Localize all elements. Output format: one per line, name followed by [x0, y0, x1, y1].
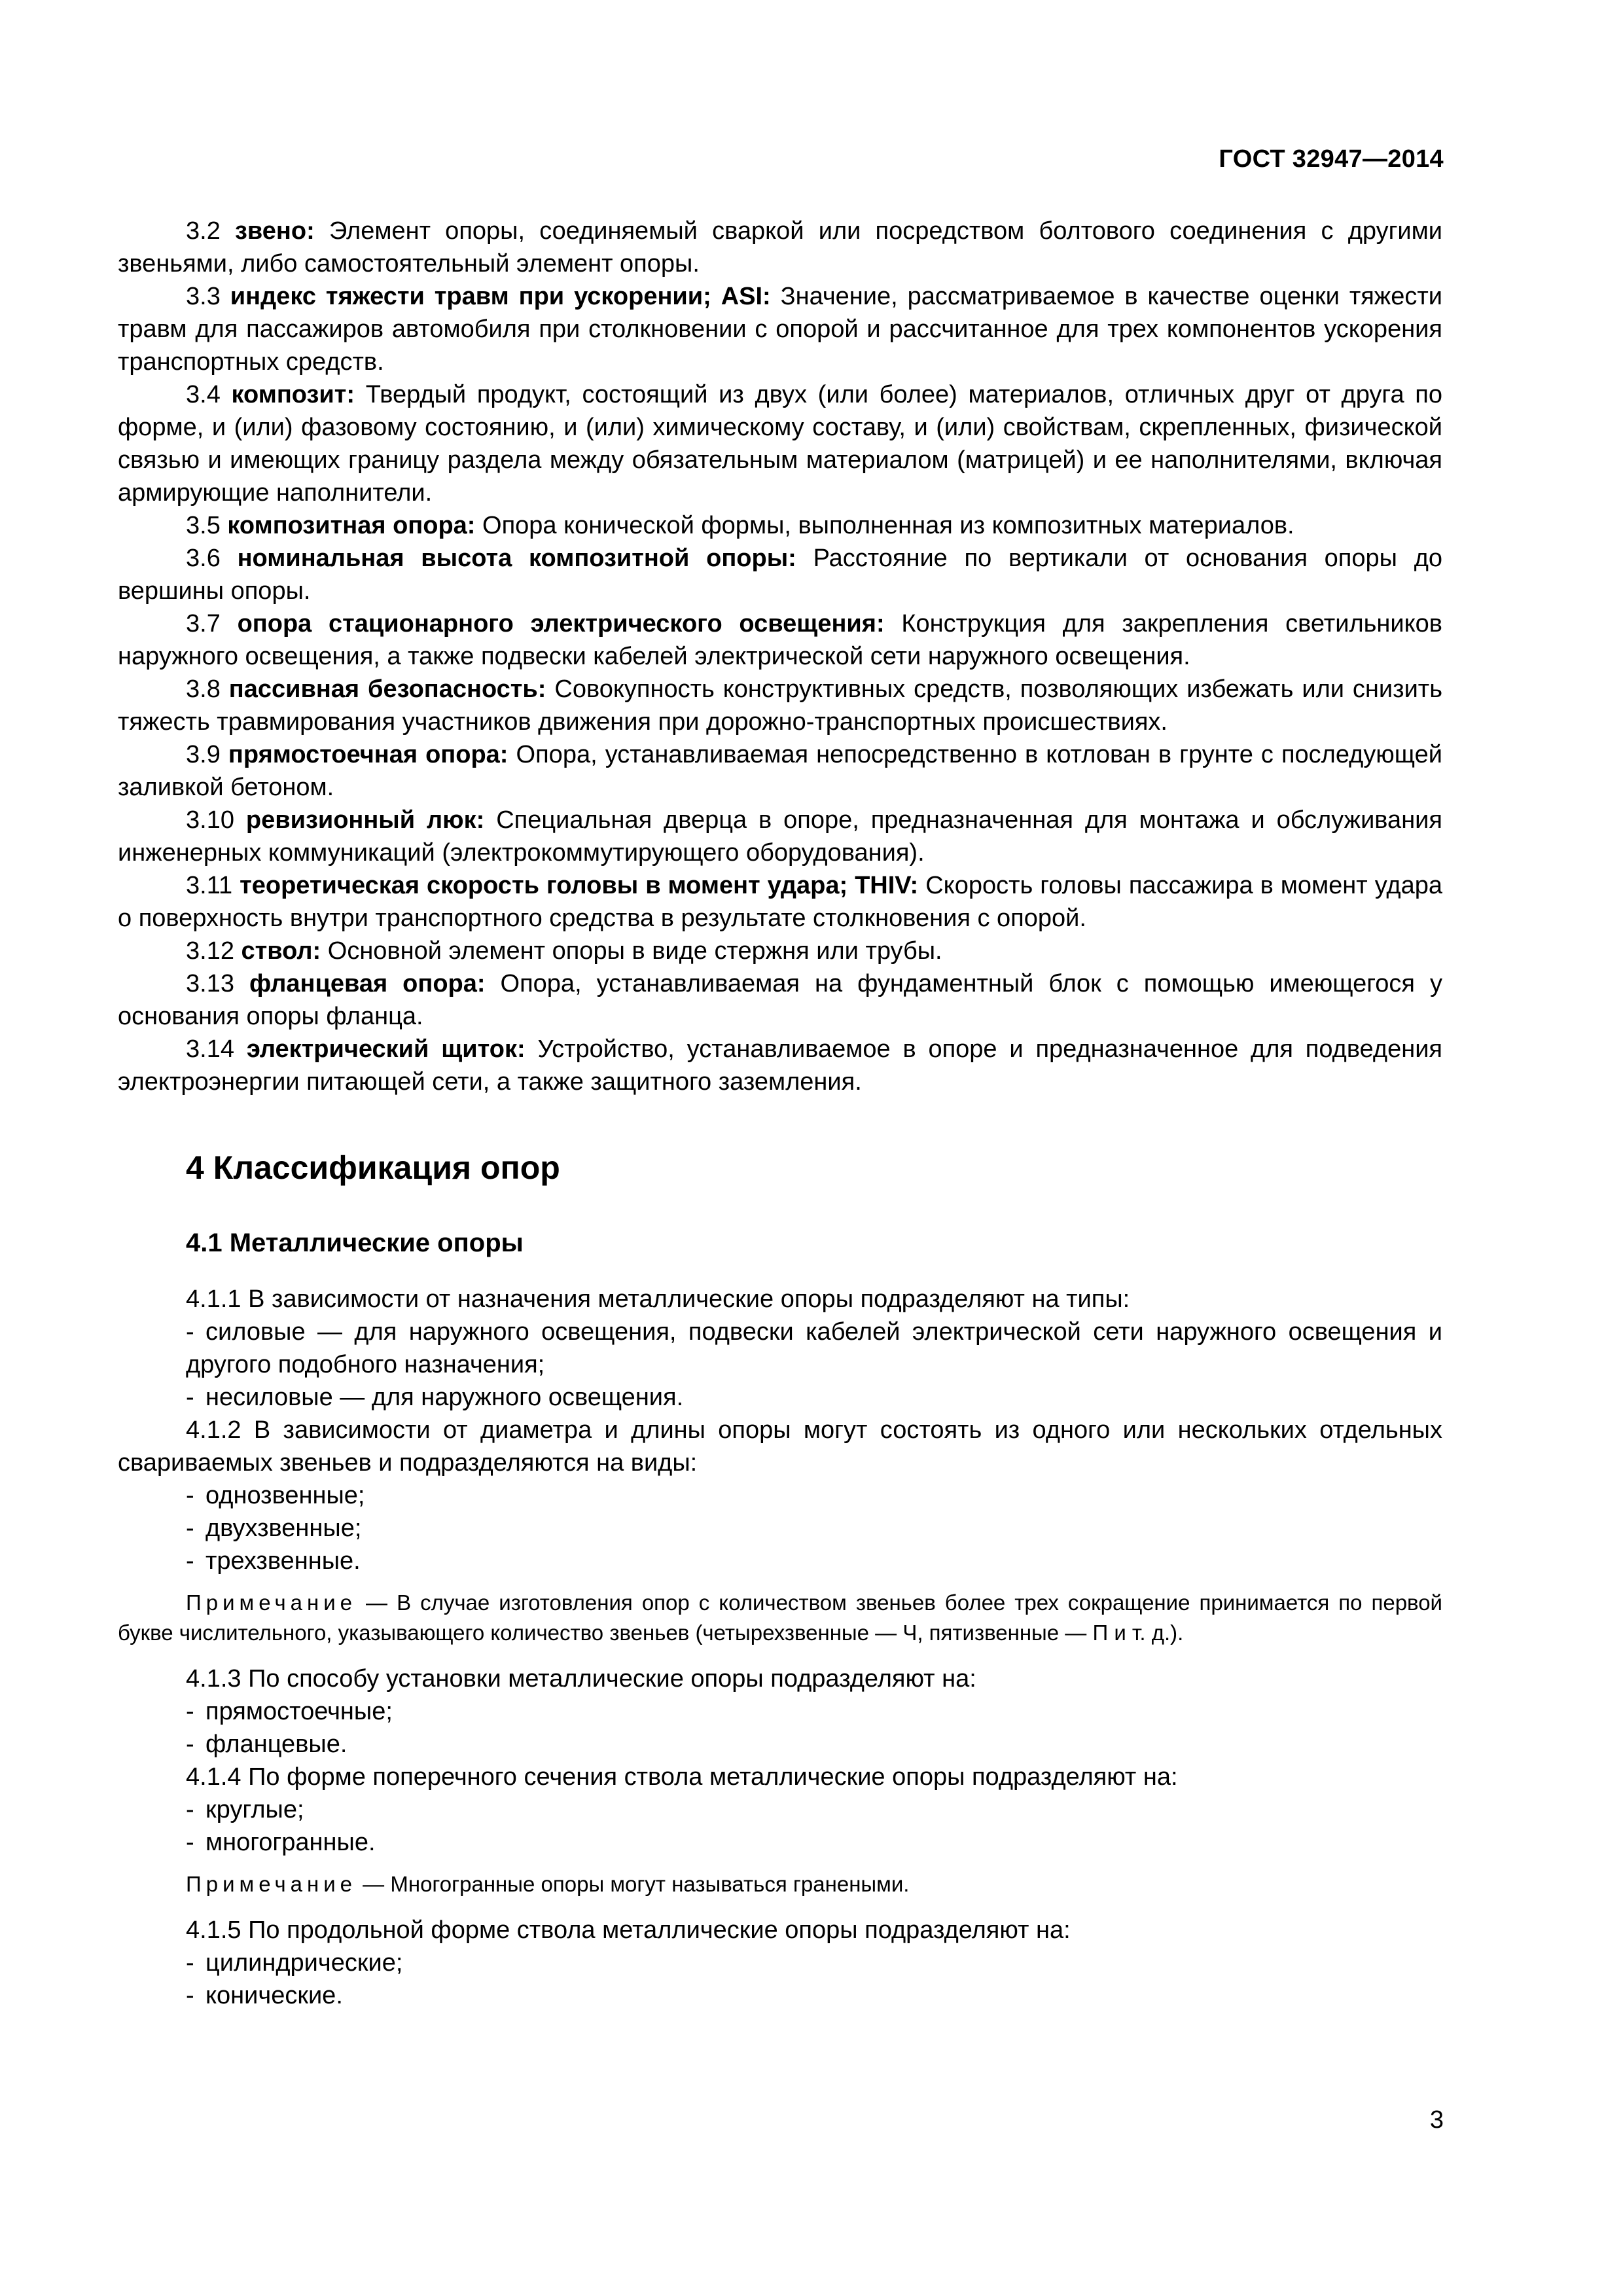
clause-4-1-3: 4.1.3 По способу установки металлические опоры подразделяют на: — [186, 1665, 976, 1693]
list-item-text: многогранные. — [205, 1829, 376, 1856]
definition-term: пассивная безопасность: — [228, 675, 546, 703]
cross-section-list — [118, 1793, 1442, 1859]
clause-4-1-4: 4.1.4 По форме поперечного сечения ствола металлические опоры подразделяют на: — [186, 1763, 1178, 1791]
list-item-text: круглые; — [205, 1796, 304, 1823]
definition-text: Твердый продукт, состоящий из двух (или более) материалов, отличных друг от друга по форме, и (или) фазовому состоянию, и (или) химическому составу, и (или) свойствам, скрепленных, физической связью и имеющих границу раздела между обязательным материалом (матрицей) и ее наполнителями, включая армирующие наполнители. — [118, 381, 1442, 507]
type-list — [118, 1316, 1442, 1414]
standard-code: ГОСТ 32947—2014 — [1219, 145, 1444, 173]
definition-number: 3.7 — [186, 610, 221, 637]
definition-number: 3.2 — [186, 217, 221, 245]
definition-text: Значение, рассматриваемое в качестве оценки тяжести травм для пассажиров автомобиля при столкновении с опорой и рассчитанное для трех компонентов ускорения транспортных средств. — [118, 283, 1442, 376]
list-item: - многогранные. — [186, 1829, 376, 1856]
definition-term: индекс тяжести травм при ускорении; ASI: — [230, 283, 771, 310]
definition-number: 3.11 — [186, 872, 233, 899]
definition-term: ствол: — [241, 937, 321, 965]
list-item: - трехзвенные. — [186, 1547, 361, 1575]
definition-number: 3.8 — [186, 675, 221, 703]
definition-3-4 — [118, 378, 1442, 509]
definition-text: Специальная дверца в опоре, предназначенная для монтажа и обслуживания инженерных коммуникаций (электрокоммутирующего оборудования). — [118, 806, 1442, 867]
definition-number: 3.13 — [186, 970, 234, 997]
definition-number: 3.12 — [186, 937, 234, 965]
definition-text: Опора, устанавливаемая на фундаментный блок с помощью имеющегося у основания опоры фланца. — [118, 970, 1442, 1030]
list-item-text: цилиндрические; — [205, 1949, 403, 1977]
definition-3-13 — [118, 967, 1442, 1033]
note-text: — В случае изготовления опор с количеством звеньев более трех сокращение принимается по первой букве числительного, указывающего количество звеньев (четырехзвенные — Ч, пятизвенные — П и т. д.). — [118, 1590, 1442, 1645]
subsection-heading: 4.1 Металлические опоры — [186, 1229, 524, 1257]
list-item: - прямостоечные; — [186, 1698, 393, 1725]
definition-3-10 — [118, 804, 1442, 869]
list-item-text: двухзвенные; — [205, 1515, 362, 1542]
definition-text: Опора конической формы, выполненная из композитных материалов. — [482, 512, 1294, 539]
definition-term: опора стационарного электрического освещения: — [237, 610, 885, 637]
list-item: - двухзвенные; — [186, 1515, 362, 1542]
section-heading: 4 Классификация опор — [186, 1149, 560, 1186]
definition-number: 3.5 — [186, 512, 221, 539]
list-item: - силовые — для наружного освещения, подвески кабелей электрической сети наружного освещения и другого подобного назначения; — [186, 1318, 1442, 1378]
list-item-text: трехзвенные. — [205, 1547, 361, 1575]
definition-number: 3.9 — [186, 741, 221, 768]
list-item-text: конические. — [205, 1982, 343, 2009]
list-item-text: фланцевые. — [205, 1731, 348, 1758]
list-item: - цилиндрические; — [186, 1949, 403, 1977]
clause-4-1-5: 4.1.5 По продольной форме ствола металлические опоры подразделяют на: — [186, 1916, 1071, 1944]
definition-3-5 — [118, 509, 1442, 542]
definition-term: звено: — [235, 217, 315, 245]
note-1 — [118, 1588, 1442, 1648]
definition-text: Конструкция для закрепления светильников наружного освещения, а также подвески кабелей электрической сети наружного освещения. — [118, 610, 1442, 670]
clause-4-1-1: 4.1.1 В зависимости от назначения металлические опоры подразделяют на типы: — [186, 1285, 1130, 1313]
definition-3-2 — [118, 215, 1442, 280]
definition-term: прямостоечная опора: — [228, 741, 508, 768]
definition-3-14 — [118, 1033, 1442, 1098]
list-item: - конические. — [186, 1982, 343, 2009]
clause-4-1-2: 4.1.2 В зависимости от диаметра и длины опоры могут состоять из одного или нескольких отдельных свариваемых звеньев и подразделяются на виды: — [118, 1416, 1442, 1477]
note-label: Примечание — [186, 1872, 357, 1896]
definition-number: 3.3 — [186, 283, 221, 310]
definition-term: композит: — [231, 381, 355, 408]
definition-text: Скорость головы пассажира в момент удара о поверхность внутри транспортного средства в результате столкновения с опорой. — [118, 872, 1443, 932]
definition-text: Расстояние по вертикали от основания опоры до вершины опоры. — [118, 545, 1443, 605]
list-item-text: прямостоечные; — [205, 1698, 393, 1725]
longitudinal-form-list — [118, 1946, 1442, 2012]
list-item: - однозвенные; — [186, 1482, 365, 1509]
list-item-text: силовые — для наружного освещения, подвески кабелей электрической сети наружного освещения и другого подобного назначения; — [186, 1318, 1442, 1378]
definition-term: ревизионный люк: — [245, 806, 485, 834]
definition-text: Устройство, устанавливаемое в опоре и предназначенное для подведения электроэнергии питающей сети, а также защитного заземления. — [118, 1035, 1442, 1096]
list-item-text: несиловые — для наружного освещения. — [205, 1384, 684, 1411]
definition-number: 3.14 — [186, 1035, 234, 1063]
definition-text: Элемент опоры, соединяемый сваркой или посредством болтового соединения с другими звеньями, либо самостоятельный элемент опоры. — [118, 217, 1443, 278]
definition-3-9 — [118, 738, 1442, 804]
note-label: Примечание — [186, 1590, 357, 1615]
definition-3-12 — [118, 935, 1442, 967]
list-item: - фланцевые. — [186, 1731, 348, 1758]
definition-term: номинальная высота композитной опоры: — [237, 545, 796, 572]
list-item: - несиловые — для наружного освещения. — [186, 1384, 684, 1411]
definition-3-11 — [118, 869, 1442, 935]
note-2 — [118, 1869, 1442, 1899]
definition-number: 3.6 — [186, 545, 221, 572]
definition-text: Основной элемент опоры в виде стержня или трубы. — [327, 937, 942, 965]
kind-list — [118, 1479, 1442, 1577]
definition-number: 3.4 — [186, 381, 221, 408]
definition-term: теоретическая скорость головы в момент удара; THIV: — [240, 872, 919, 899]
note-text: — Многогранные опоры могут называться гранеными. — [357, 1872, 910, 1896]
definition-3-8 — [118, 673, 1442, 738]
definition-term: фланцевая опора: — [249, 970, 486, 997]
definition-term: композитная опора: — [227, 512, 476, 539]
document-body — [118, 215, 1442, 2012]
page-number: 3 — [1429, 2106, 1444, 2134]
definition-term: электрический щиток: — [246, 1035, 526, 1063]
list-item: - круглые; — [186, 1796, 304, 1823]
definition-3-7 — [118, 607, 1442, 673]
installation-list — [118, 1695, 1442, 1761]
definition-3-3 — [118, 280, 1442, 378]
definition-number: 3.10 — [186, 806, 234, 834]
definition-text: Совокупность конструктивных средств, позволяющих избежать или снизить тяжесть травмирования участников движения при дорожно-транспортных происшествиях. — [118, 675, 1442, 736]
definition-3-6 — [118, 542, 1442, 607]
definition-text: Опора, устанавливаемая непосредственно в котлован в грунте с последующей заливкой бетоном. — [118, 741, 1443, 801]
list-item-text: однозвенные; — [205, 1482, 365, 1509]
